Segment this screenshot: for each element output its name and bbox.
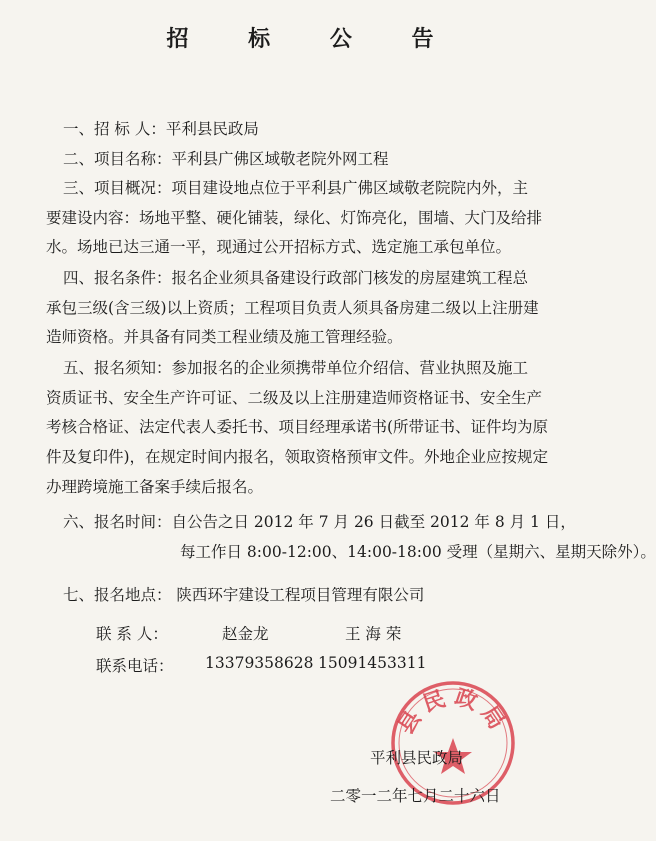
item-time-line-2: 每工作日 8:00-12:00、14:00-18:00 受理（星期六、星期天除外）。 <box>180 543 656 561</box>
item-notice-line-3: 考核合格证、法定代表人委托书、项目经理承诺书(所带证书、证件均为原 <box>46 418 549 436</box>
item-location: 七、报名地点： 陕西环宇建设工程项目管理有限公司 <box>63 586 425 604</box>
contact-phone-label: 联系电话： <box>96 657 174 675</box>
item-conditions-line-2: 承包三级(含三级)以上资质；工程项目负责人须具备房建二级以上注册建 <box>46 299 539 317</box>
contact-person-label: 联 系 人： <box>96 625 168 643</box>
item-notice-line-2: 资质证书、安全生产许可证、二级及以上注册建造师资格证书、安全生产 <box>46 389 543 407</box>
item-conditions-line-1: 四、报名条件：报名企业须具备建设行政部门核发的房屋建筑工程总 <box>63 269 529 287</box>
item-overview-line-2: 要建设内容：场地平整、硬化铺装，绿化、灯饰亮化，围墙、大门及给排 <box>46 209 543 227</box>
signature-org: 平利县民政局 <box>370 749 464 767</box>
item-notice-line-1: 五、报名须知：参加报名的企业须携带单位介绍信、营业执照及施工 <box>63 359 529 377</box>
contact-person-2: 王 海 荣 <box>345 625 402 643</box>
item-tenderer: 一、招 标 人：平利县民政局 <box>63 120 259 138</box>
svg-text:县民政局: 县民政局 <box>393 684 513 739</box>
contact-person-1: 赵金龙 <box>222 625 269 643</box>
item-notice-line-4: 件及复印件)，在规定时间内报名，领取资格预审文件。外地企业应按规定 <box>46 448 549 466</box>
contact-phone-2: 15091453311 <box>318 654 427 672</box>
item-overview-line-3: 水。场地已达三通一平，现通过公开招标方式、选定施工承包单位。 <box>46 238 512 256</box>
contact-phone-1: 13379358628 <box>205 654 314 672</box>
signature-date: 二零一二年七月二十六日 <box>330 787 501 805</box>
item-overview-line-1: 三、项目概况：项目建设地点位于平利县广佛区域敬老院院内外，主 <box>63 179 529 197</box>
item-conditions-line-3: 造师资格。并具备有同类工程业绩及施工管理经验。 <box>46 328 403 346</box>
item-notice-line-5: 办理跨境施工备案手续后报名。 <box>46 478 264 496</box>
item-project-name: 二、项目名称：平利县广佛区域敬老院外网工程 <box>63 150 389 168</box>
page-title: 招 标 公 告 <box>166 27 460 52</box>
item-time-line-1: 六、报名时间：自公告之日 2012 年 7 月 26 日截至 2012 年 8 月 1 日， <box>63 513 576 531</box>
